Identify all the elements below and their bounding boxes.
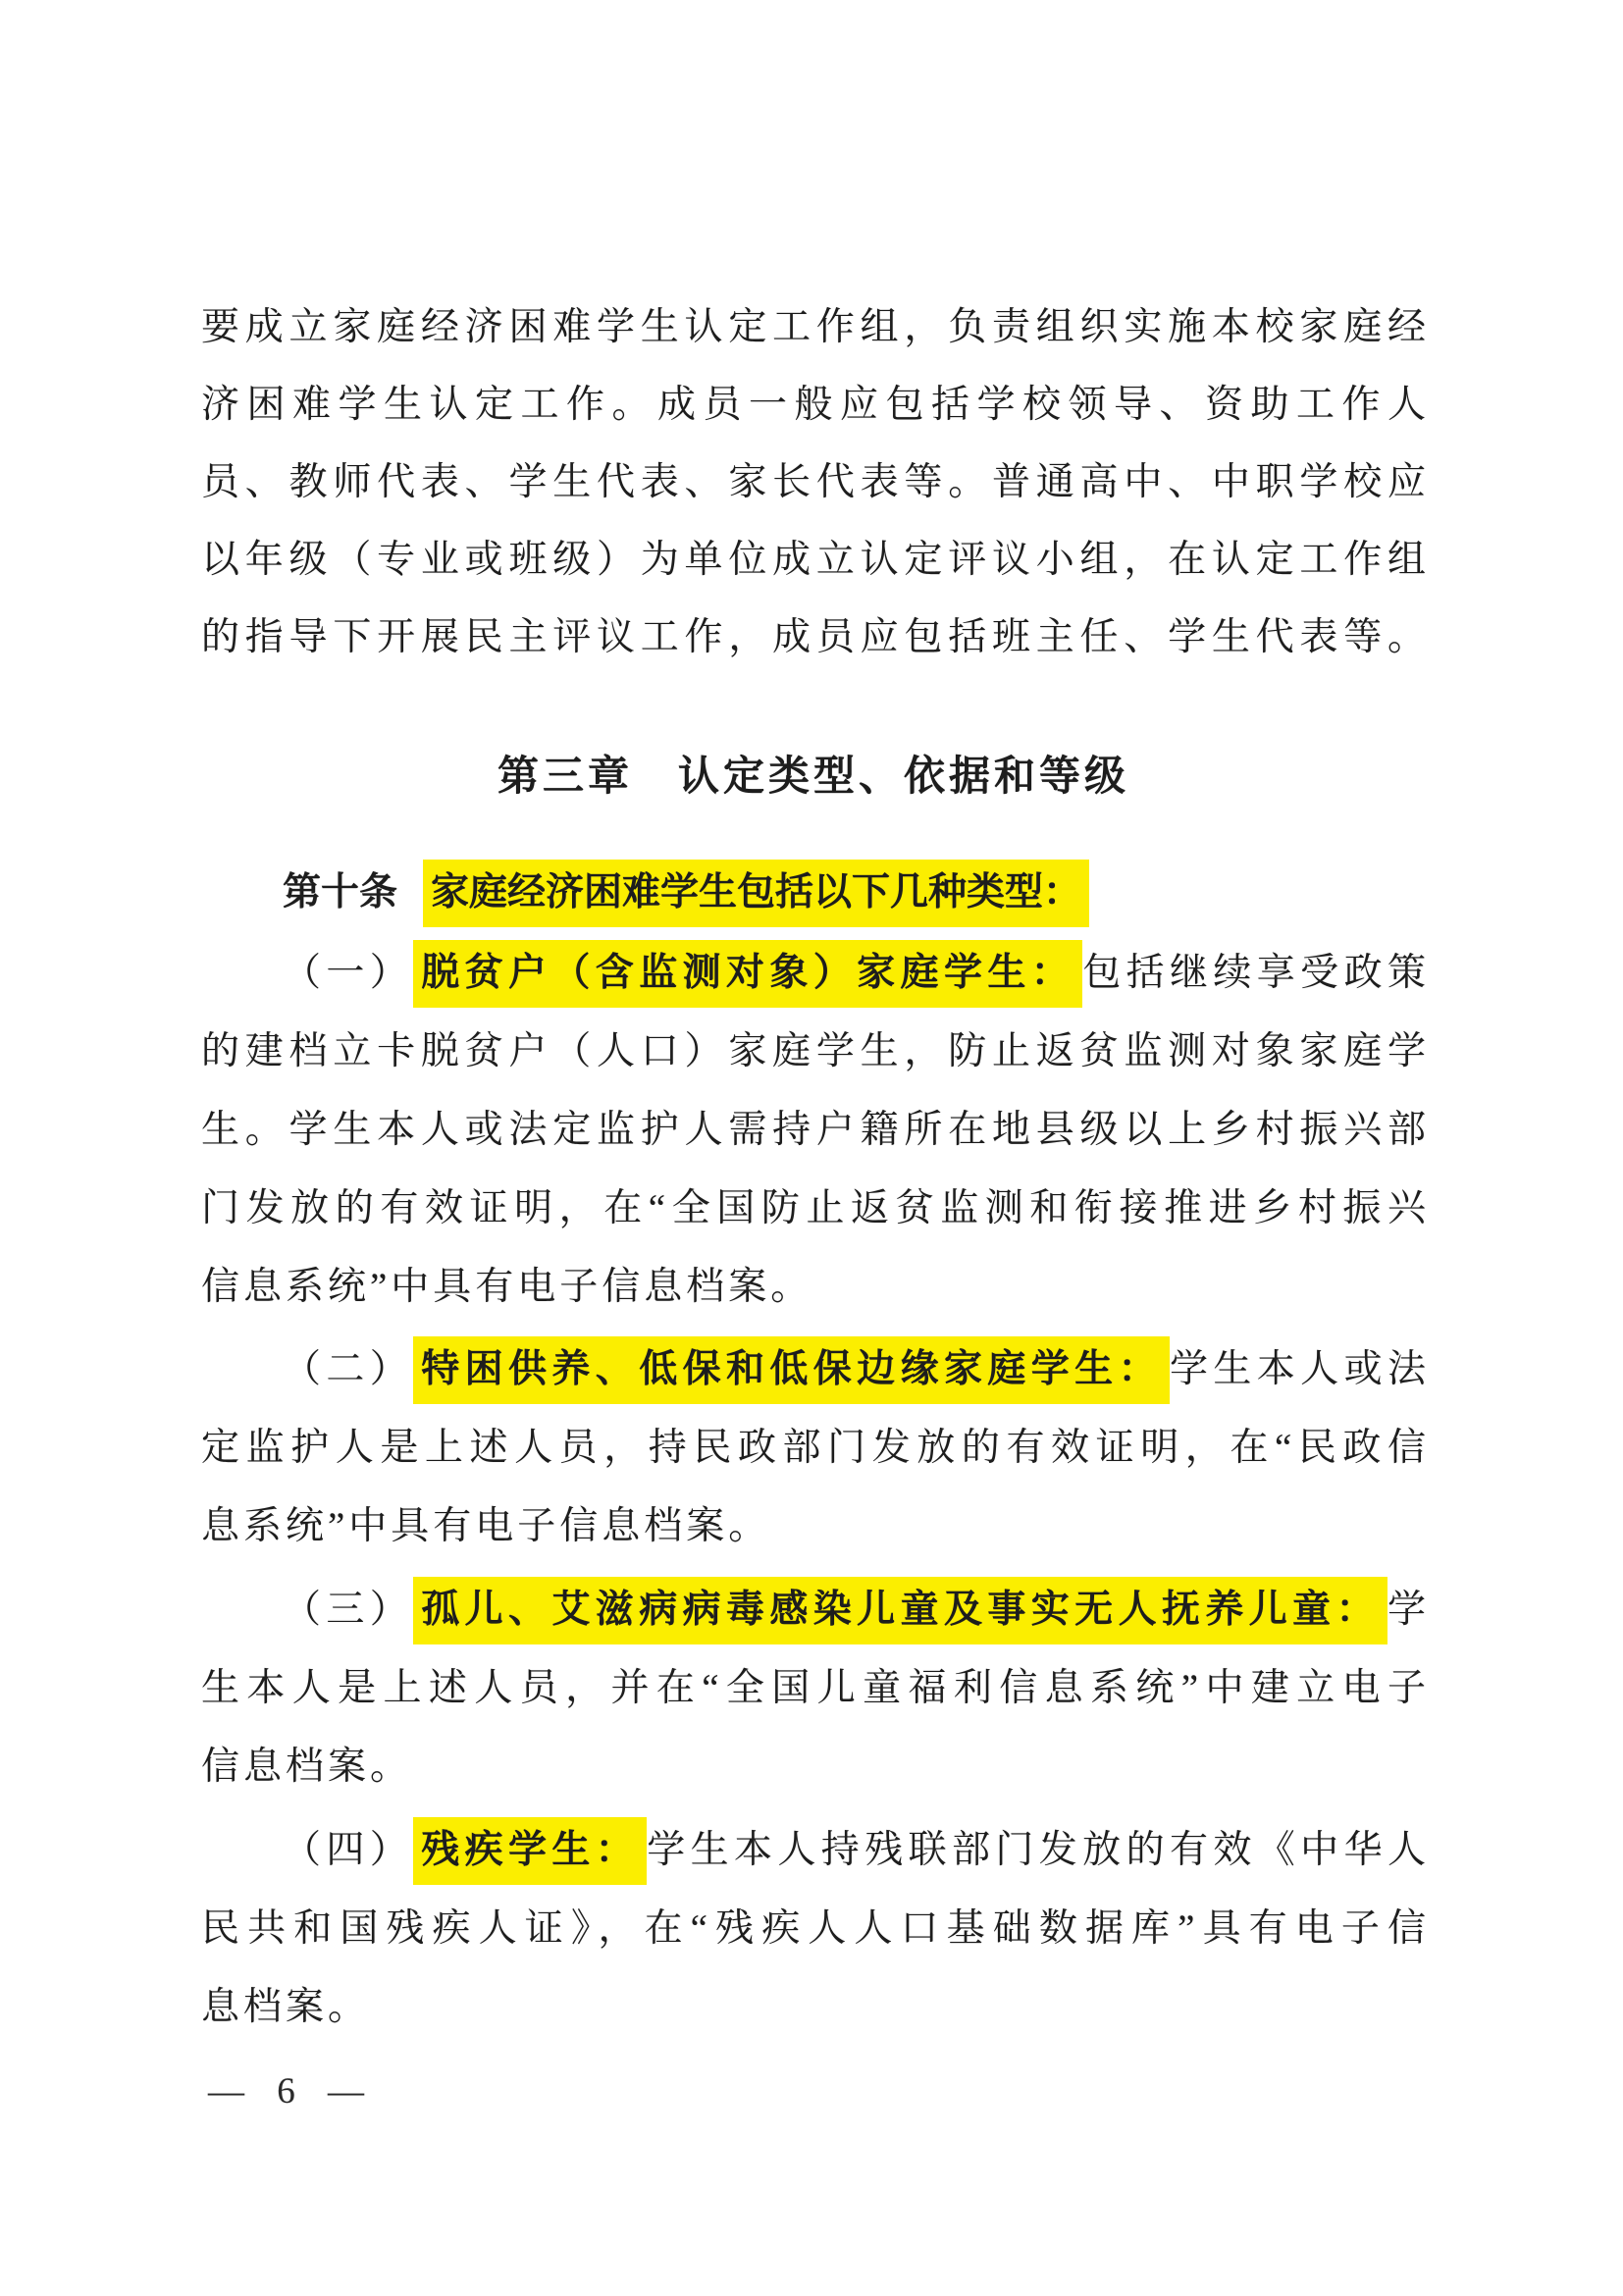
- article-10-label: 第十条: [283, 871, 398, 913]
- body-line: 济困难学生认定工作。成员一般应包括学校领导、资助工作人: [201, 384, 1426, 426]
- item-4-highlight: 残疾学生：: [413, 1817, 647, 1885]
- item-2-number: （二）: [283, 1348, 414, 1390]
- item-1-highlight: 脱贫户（含监测对象）家庭学生：: [413, 940, 1082, 1008]
- chapter-heading: 第三章 认定类型、依据和等级: [497, 755, 1129, 800]
- item-4-line: [201, 1827, 1426, 1874]
- body-line: 民共和国残疾人证》，在“残疾人人口基础数据库”具有电子信: [201, 1907, 1426, 1950]
- item-3-line: [201, 1587, 1426, 1634]
- item-3-highlight: 孤儿、艾滋病病毒感染儿童及事实无人抚养儿童：: [413, 1577, 1387, 1644]
- item-4-rest: 学生本人持残联部门发放的有效《中华人: [647, 1829, 1426, 1871]
- item-1-rest: 包括继续享受政策: [1082, 952, 1426, 994]
- article-10-highlight: 家庭经济困难学生包括以下几种类型：: [423, 860, 1089, 927]
- item-2-highlight: 特困供养、低保和低保边缘家庭学生：: [413, 1336, 1170, 1404]
- body-line: 员、教师代表、学生代表、家长代表等。普通高中、中职学校应: [201, 461, 1426, 503]
- item-4-number: （四）: [283, 1829, 414, 1871]
- item-3-rest: 学: [1387, 1589, 1426, 1631]
- item-2-rest: 学生本人或法: [1169, 1348, 1426, 1390]
- body-line: 要成立家庭经济困难学生认定工作组，负责组织实施本校家庭经: [201, 306, 1426, 348]
- body-line: 门发放的有效证明，在“全国防止返贫监测和衔接推进乡村振兴: [201, 1187, 1426, 1229]
- article-10-line: [201, 869, 1426, 916]
- body-line: 的建档立卡脱贫户（人口）家庭学生，防止返贫监测对象家庭学: [201, 1030, 1426, 1072]
- body-line: 息系统”中具有电子信息档案。: [201, 1505, 771, 1547]
- body-line: 生。学生本人或法定监护人需持户籍所在地县级以上乡村振兴部: [201, 1109, 1426, 1151]
- body-line: 以年级（专业或班级）为单位成立认定评议小组，在认定工作组: [201, 539, 1426, 581]
- body-line: 息档案。: [201, 1986, 371, 2028]
- body-line: 定监护人是上述人员，持民政部门发放的有效证明，在“民政信: [201, 1427, 1426, 1469]
- item-1-line: [201, 950, 1426, 997]
- item-1-number: （一）: [283, 952, 414, 994]
- body-line: 的指导下开展民主评议工作，成员应包括班主任、学生代表等。: [201, 616, 1426, 658]
- item-2-line: [201, 1346, 1426, 1393]
- body-line: 生本人是上述人员，并在“全国儿童福利信息系统”中建立电子: [201, 1667, 1426, 1709]
- item-3-number: （三）: [283, 1589, 414, 1631]
- body-line: 信息系统”中具有电子信息档案。: [201, 1266, 813, 1308]
- page-number: — 6 —: [208, 2071, 376, 2112]
- body-line: 信息档案。: [201, 1746, 413, 1788]
